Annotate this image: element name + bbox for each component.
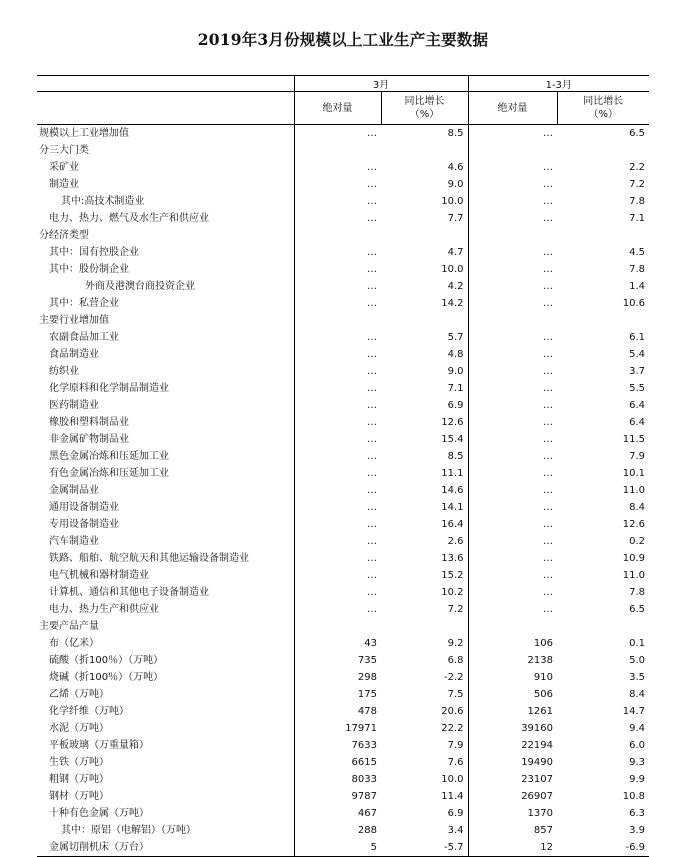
row-label: 农副食品加工业 (49, 332, 119, 343)
ytd-yoy-cell: 11.0 (622, 570, 645, 581)
march-yoy-cell: 4.7 (447, 247, 464, 258)
march-absolute-cell: … (294, 329, 381, 346)
ytd-yoy-cell: 8.4 (629, 502, 645, 513)
march-yoy-cell: 13.6 (441, 553, 464, 564)
march-absolute-cell: … (294, 414, 381, 431)
row-label: 其中：国有控股企业 (49, 247, 139, 258)
march-absolute-cell: … (294, 584, 381, 601)
ytd-yoy-cell: 4.5 (629, 247, 645, 258)
ytd-absolute-cell: … (468, 329, 557, 346)
row-label: 粗钢（万吨） (49, 774, 109, 785)
march-yoy-cell (381, 312, 468, 329)
ytd-yoy-cell: 10.6 (622, 298, 645, 309)
ytd-yoy-cell: 12.6 (622, 519, 645, 530)
row-label: 铁路、船舶、航空航天和其他运输设备制造业 (49, 553, 249, 564)
ytd-absolute-cell: … (468, 193, 557, 210)
header-blank-2 (37, 92, 294, 125)
row-label: 布（亿米） (49, 638, 99, 649)
march-absolute-cell: … (294, 176, 381, 193)
header-jan-mar: 1-3月 (468, 76, 649, 92)
march-yoy-cell: 14.1 (441, 502, 464, 513)
march-absolute-cell: … (294, 533, 381, 550)
march-absolute-cell: 9787 (294, 788, 381, 805)
table-row (37, 210, 649, 227)
ytd-yoy-cell: 6.0 (629, 740, 645, 751)
table-row (37, 176, 649, 193)
table-row (37, 737, 649, 754)
table-row (37, 669, 649, 686)
march-yoy-cell: -2.2 (443, 672, 464, 683)
march-absolute-cell: 298 (294, 669, 381, 686)
row-label: 制造业 (49, 179, 79, 190)
march-absolute-cell: … (294, 210, 381, 227)
ytd-absolute-cell: … (468, 295, 557, 312)
march-absolute-cell (294, 312, 381, 329)
table-row (37, 193, 649, 210)
table-row (37, 839, 649, 857)
march-absolute-cell: … (294, 380, 381, 397)
table-row (37, 567, 649, 584)
ytd-absolute-cell: 23107 (468, 771, 557, 788)
row-label: 汽车制造业 (49, 536, 99, 547)
march-yoy-cell: 8.5 (447, 128, 464, 139)
header-ytd-abs: 绝对量 (468, 92, 557, 125)
table-row (37, 278, 649, 295)
ytd-absolute-cell: … (468, 363, 557, 380)
march-absolute-cell (294, 142, 381, 159)
table-row (37, 822, 649, 839)
industrial-data-table (37, 75, 649, 857)
march-yoy-cell: 9.0 (447, 179, 464, 190)
ytd-yoy-cell (557, 312, 649, 329)
table-row (37, 295, 649, 312)
ytd-absolute-cell: 106 (468, 635, 557, 652)
header-yoy-unit: （%） (409, 109, 440, 120)
march-absolute-cell: … (294, 601, 381, 618)
ytd-absolute-cell: … (468, 380, 557, 397)
march-absolute-cell: … (294, 363, 381, 380)
row-label: 主要产品产量 (39, 621, 99, 632)
row-label: 乙烯（万吨） (49, 689, 109, 700)
march-absolute-cell: … (294, 465, 381, 482)
march-yoy-cell: 10.0 (441, 264, 464, 275)
ytd-yoy-cell: 2.2 (629, 162, 645, 173)
header-yoy-unit: （%） (588, 109, 618, 120)
ytd-yoy-cell: 3.7 (629, 366, 645, 377)
ytd-yoy-cell: 14.7 (622, 706, 645, 717)
ytd-absolute-cell: … (468, 261, 557, 278)
row-label: 金属切削机床（万台） (37, 839, 294, 857)
table-row (37, 703, 649, 720)
header-march-yoy (381, 92, 468, 125)
row-label: 电气机械和器材制造业 (49, 570, 149, 581)
march-yoy-cell: -5.7 (381, 839, 468, 857)
header-yoy-text: 同比增长 (583, 96, 624, 107)
table-row (37, 414, 649, 431)
march-yoy-cell (381, 618, 468, 635)
table-row (37, 261, 649, 278)
table-row (37, 159, 649, 176)
table-body (37, 125, 649, 857)
table-row (37, 482, 649, 499)
row-label: 金属制品业 (49, 485, 99, 496)
ytd-absolute-cell: … (468, 516, 557, 533)
ytd-yoy-cell: 6.4 (629, 400, 645, 411)
march-absolute-cell: … (294, 295, 381, 312)
march-yoy-cell (381, 142, 468, 159)
ytd-absolute-cell: 26907 (468, 788, 557, 805)
ytd-absolute-cell: … (468, 244, 557, 261)
march-absolute-cell: 6615 (294, 754, 381, 771)
ytd-yoy-cell: 1.4 (629, 281, 645, 292)
march-yoy-cell: 4.6 (447, 162, 464, 173)
table-row (37, 363, 649, 380)
ytd-absolute-cell: … (468, 346, 557, 363)
table-row (37, 346, 649, 363)
row-label: 化学原料和化学制品制造业 (49, 383, 169, 394)
table-row (37, 312, 649, 329)
table-row (37, 788, 649, 805)
march-yoy-cell: 7.6 (447, 757, 464, 768)
ytd-absolute-cell: … (468, 482, 557, 499)
march-yoy-cell: 22.2 (441, 723, 464, 734)
march-yoy-cell: 7.5 (447, 689, 464, 700)
march-yoy-cell: 11.1 (441, 468, 464, 479)
march-yoy-cell: 10.0 (441, 774, 464, 785)
ytd-absolute-cell: … (468, 210, 557, 227)
march-yoy-cell: 14.2 (441, 298, 464, 309)
row-label: 其中：私营企业 (49, 298, 119, 309)
table-row (37, 380, 649, 397)
table-row (37, 431, 649, 448)
ytd-yoy-cell: 7.8 (629, 264, 645, 275)
ytd-yoy-cell: 0.2 (629, 536, 645, 547)
row-label: 外商及港澳台商投资企业 (85, 281, 195, 292)
table-row (37, 142, 649, 159)
row-label: 生铁（万吨） (49, 757, 109, 768)
ytd-yoy-cell: 7.2 (629, 179, 645, 190)
ytd-absolute-cell: 910 (468, 669, 557, 686)
ytd-absolute-cell: 22194 (468, 737, 557, 754)
march-yoy-cell: 9.2 (447, 638, 464, 649)
march-absolute-cell: 288 (294, 822, 381, 839)
row-label: 分三大门类 (39, 145, 89, 156)
table-row (37, 771, 649, 788)
row-label: 硫酸（折100％）（万吨） (49, 655, 164, 666)
table-row (37, 329, 649, 346)
ytd-yoy-cell: 6.5 (629, 604, 645, 615)
march-absolute-cell: 175 (294, 686, 381, 703)
ytd-absolute-cell: 2138 (468, 652, 557, 669)
row-label: 食品制造业 (49, 349, 99, 360)
march-absolute-cell: … (294, 261, 381, 278)
ytd-yoy-cell: 5.0 (629, 655, 645, 666)
march-yoy-cell: 7.9 (447, 740, 464, 751)
table-row (37, 533, 649, 550)
row-label: 水泥（万吨） (49, 723, 109, 734)
document-title: 2019年3月份规模以上工业生产主要数据 (197, 30, 489, 49)
ytd-absolute-cell: … (468, 431, 557, 448)
row-label: 其中：股份制企业 (49, 264, 129, 275)
march-absolute-cell: 467 (294, 805, 381, 822)
ytd-yoy-cell (557, 618, 649, 635)
march-yoy-cell: 6.9 (447, 400, 464, 411)
ytd-yoy-cell: 7.8 (629, 196, 645, 207)
ytd-yoy-cell: 11.0 (622, 485, 645, 496)
ytd-yoy-cell: 0.1 (629, 638, 645, 649)
row-label: 通用设备制造业 (49, 502, 119, 513)
ytd-absolute-cell (468, 227, 557, 244)
march-absolute-cell: 43 (294, 635, 381, 652)
table-row (37, 499, 649, 516)
ytd-absolute-cell: … (468, 465, 557, 482)
ytd-absolute-cell: … (468, 550, 557, 567)
march-absolute-cell: … (294, 431, 381, 448)
march-absolute-cell (294, 618, 381, 635)
ytd-absolute-cell: 1370 (468, 805, 557, 822)
row-label: 其中：原铝（电解铝）（万吨） (61, 825, 196, 836)
row-label: 橡胶和塑料制品业 (49, 417, 129, 428)
ytd-yoy-cell: 9.9 (629, 774, 645, 785)
march-absolute-cell: … (294, 448, 381, 465)
march-absolute-cell: 478 (294, 703, 381, 720)
march-yoy-cell: 16.4 (441, 519, 464, 530)
march-yoy-cell: 4.2 (447, 281, 464, 292)
ytd-absolute-cell: … (468, 125, 557, 143)
march-yoy-cell: 15.4 (441, 434, 464, 445)
row-label: 电力、热力生产和供应业 (49, 604, 159, 615)
march-yoy-cell: 11.4 (441, 791, 464, 802)
march-yoy-cell: 6.9 (447, 808, 464, 819)
table-row (37, 465, 649, 482)
ytd-yoy-cell: 6.4 (629, 417, 645, 428)
row-label: 黑色金属冶炼和压延加工业 (49, 451, 169, 462)
ytd-yoy-cell: 3.9 (629, 825, 645, 836)
march-absolute-cell: 735 (294, 652, 381, 669)
march-absolute-cell: 5 (294, 839, 381, 857)
ytd-absolute-cell: … (468, 533, 557, 550)
march-yoy-cell: 3.4 (447, 825, 464, 836)
row-label: 平板玻璃（万重量箱） (49, 740, 149, 751)
march-absolute-cell: … (294, 193, 381, 210)
table-row (37, 227, 649, 244)
march-yoy-cell: 9.0 (447, 366, 464, 377)
row-label: 非金属矿物制品业 (49, 434, 129, 445)
row-label: 主要行业增加值 (39, 315, 109, 326)
table-row (37, 805, 649, 822)
header-march-abs: 绝对量 (294, 92, 381, 125)
ytd-yoy-cell: 5.4 (629, 349, 645, 360)
march-yoy-cell: 7.1 (447, 383, 464, 394)
ytd-absolute-cell: … (468, 567, 557, 584)
march-yoy-cell: 6.8 (447, 655, 464, 666)
table-row (37, 125, 649, 143)
row-label: 专用设备制造业 (49, 519, 119, 530)
march-absolute-cell: 17971 (294, 720, 381, 737)
row-label: 烧碱（折100％）（万吨） (49, 672, 164, 683)
march-yoy-cell: 8.5 (447, 451, 464, 462)
march-absolute-cell: … (294, 244, 381, 261)
row-label: 钢材（万吨） (49, 791, 109, 802)
march-yoy-cell: 5.7 (447, 332, 464, 343)
row-label: 电力、热力、燃气及水生产和供应业 (49, 213, 209, 224)
header-march: 3月 (294, 76, 468, 92)
row-label: 分经济类型 (39, 230, 89, 241)
ytd-absolute-cell: 857 (468, 822, 557, 839)
table-row (37, 397, 649, 414)
march-absolute-cell: 8033 (294, 771, 381, 788)
table-row (37, 652, 649, 669)
row-label: 纺织业 (49, 366, 79, 377)
march-yoy-cell: 10.0 (441, 196, 464, 207)
ytd-absolute-cell: … (468, 159, 557, 176)
march-absolute-cell: … (294, 159, 381, 176)
ytd-yoy-cell: 7.1 (629, 213, 645, 224)
row-label: 有色金属冶炼和压延加工业 (49, 468, 169, 479)
march-yoy-cell: 7.7 (447, 213, 464, 224)
ytd-yoy-cell: 10.9 (622, 553, 645, 564)
march-absolute-cell: … (294, 482, 381, 499)
row-label: 计算机、通信和其他电子设备制造业 (49, 587, 209, 598)
march-absolute-cell: … (294, 499, 381, 516)
ytd-absolute-cell (468, 618, 557, 635)
row-label: 其中:高技术制造业 (61, 196, 145, 207)
ytd-absolute-cell: 1261 (468, 703, 557, 720)
row-label: 采矿业 (49, 162, 79, 173)
ytd-yoy-cell: 10.8 (622, 791, 645, 802)
row-label: 医药制造业 (49, 400, 99, 411)
march-yoy-cell: 2.6 (447, 536, 464, 547)
march-absolute-cell (294, 227, 381, 244)
ytd-yoy-cell: 3.5 (629, 672, 645, 683)
table-row (37, 635, 649, 652)
ytd-yoy-cell (557, 227, 649, 244)
ytd-yoy-cell: 11.5 (622, 434, 645, 445)
march-absolute-cell: … (294, 346, 381, 363)
ytd-absolute-cell: 19490 (468, 754, 557, 771)
header-yoy-text: 同比增长 (404, 96, 445, 107)
ytd-absolute-cell: … (468, 584, 557, 601)
ytd-yoy-cell: 9.3 (629, 757, 645, 768)
table-row (37, 601, 649, 618)
march-yoy-cell: 4.8 (447, 349, 464, 360)
march-absolute-cell: … (294, 516, 381, 533)
table-row (37, 686, 649, 703)
ytd-absolute-cell: … (468, 448, 557, 465)
march-yoy-cell: 12.6 (441, 417, 464, 428)
header-blank (37, 76, 294, 92)
ytd-yoy-cell: 8.4 (629, 689, 645, 700)
ytd-absolute-cell: … (468, 601, 557, 618)
ytd-absolute-cell: … (468, 176, 557, 193)
march-absolute-cell: … (294, 125, 381, 143)
march-absolute-cell: … (294, 550, 381, 567)
march-yoy-cell: 20.6 (441, 706, 464, 717)
march-yoy-cell: 10.2 (441, 587, 464, 598)
march-absolute-cell: … (294, 397, 381, 414)
ytd-absolute-cell: … (468, 499, 557, 516)
ytd-yoy-cell: 6.3 (629, 808, 645, 819)
table-row (37, 720, 649, 737)
ytd-yoy-cell: 5.5 (629, 383, 645, 394)
ytd-yoy-cell: 10.1 (622, 468, 645, 479)
march-absolute-cell: … (294, 278, 381, 295)
ytd-absolute-cell: … (468, 278, 557, 295)
march-yoy-cell: 14.6 (441, 485, 464, 496)
march-yoy-cell (381, 227, 468, 244)
table-row (37, 244, 649, 261)
ytd-yoy-cell: -6.9 (557, 839, 649, 857)
ytd-yoy-cell: 7.9 (629, 451, 645, 462)
table-row (37, 754, 649, 771)
row-label: 十种有色金属（万吨） (49, 808, 149, 819)
ytd-yoy-cell: 6.5 (629, 128, 645, 139)
march-yoy-cell: 7.2 (447, 604, 464, 615)
header-ytd-yoy (557, 92, 649, 125)
table-row (37, 516, 649, 533)
ytd-absolute-cell: 506 (468, 686, 557, 703)
row-label: 规模以上工业增加值 (39, 128, 129, 139)
table-row (37, 550, 649, 567)
table-row (37, 618, 649, 635)
ytd-absolute-cell: 39160 (468, 720, 557, 737)
ytd-yoy-cell (557, 142, 649, 159)
ytd-absolute-cell (468, 142, 557, 159)
table-row (37, 584, 649, 601)
table-row (37, 448, 649, 465)
ytd-absolute-cell: … (468, 397, 557, 414)
march-absolute-cell: 7633 (294, 737, 381, 754)
ytd-absolute-cell (468, 312, 557, 329)
row-label: 化学纤维（万吨） (49, 706, 129, 717)
march-yoy-cell: 15.2 (441, 570, 464, 581)
march-absolute-cell: … (294, 567, 381, 584)
ytd-yoy-cell: 6.1 (629, 332, 645, 343)
ytd-absolute-cell: … (468, 414, 557, 431)
ytd-yoy-cell: 9.4 (629, 723, 645, 734)
ytd-absolute-cell: 12 (468, 839, 557, 857)
ytd-yoy-cell: 7.8 (629, 587, 645, 598)
